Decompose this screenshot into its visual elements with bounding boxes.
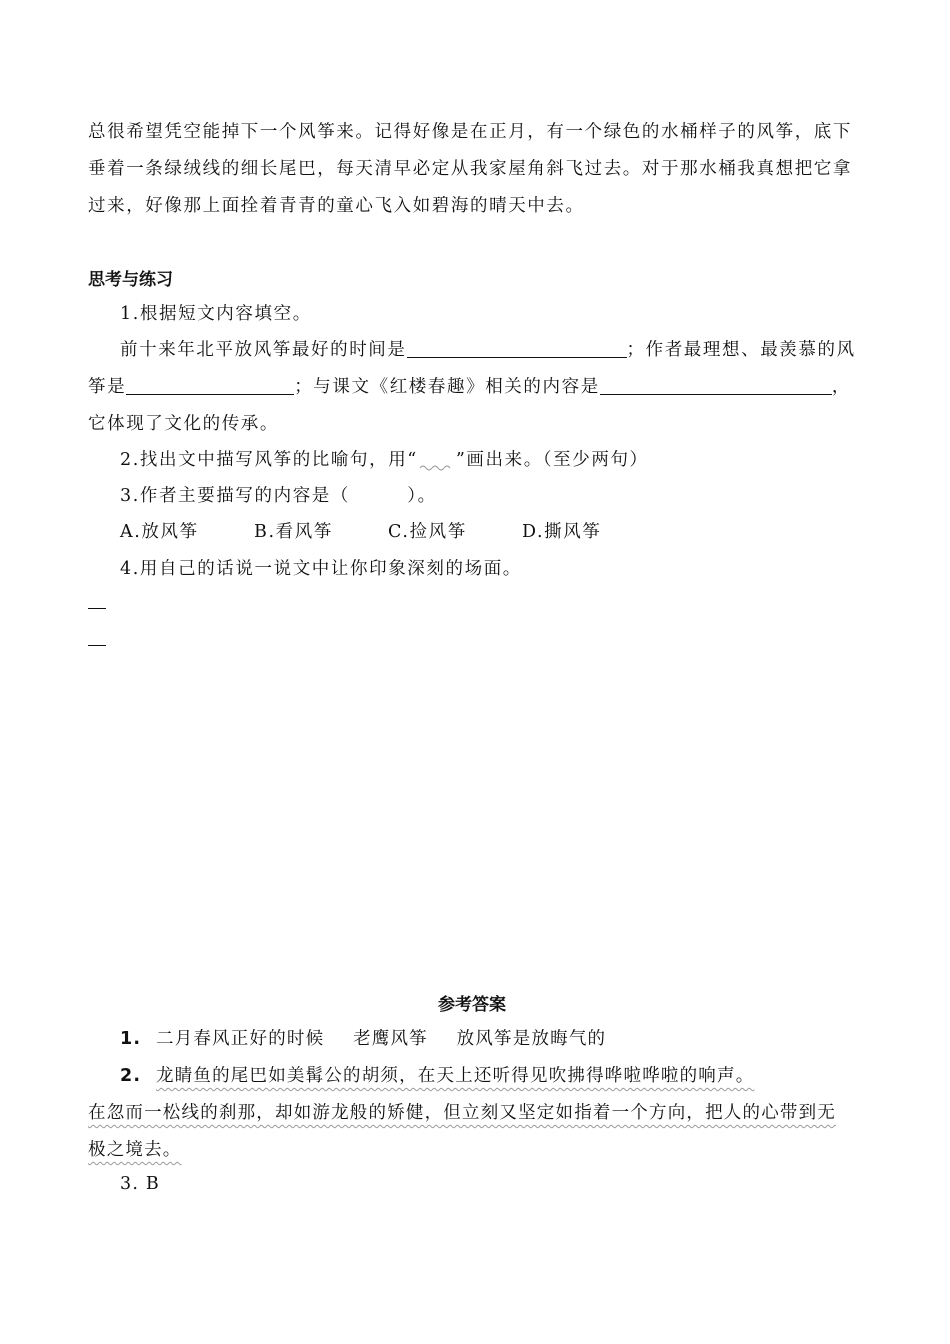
q1-blank-2[interactable] [126, 376, 294, 395]
answer-2-line-1 [120, 1062, 754, 1087]
answer-1-item-3: 放风筝是放晦气的 [456, 1029, 607, 1049]
answer-2-sentence-1: 龙睛鱼的尾巴如美髯公的胡须，在天上还听得见吹拂得哗啦哗啦的响声。 [156, 1066, 755, 1086]
q1-text-2: ；作者最理想、最羡慕的风 [626, 340, 856, 360]
question-3-option-a[interactable]: A.放风筝 [120, 522, 199, 542]
exercise-heading: 思考与练习 [88, 270, 173, 290]
question-3-label: 3.作者主要描写的内容是（ ）。 [120, 486, 437, 506]
passage-line-2: 垂着一条绿绒线的细长尾巴，每天清早必定从我家屋角斜飞过去。对于那水桶我真想把它拿 [88, 159, 852, 179]
question-1-label: 1.根据短文内容填空。 [120, 304, 312, 324]
q2-text-before: 2.找出文中描写风筝的比喻句，用“ [120, 450, 418, 470]
wavy-line-sample [418, 459, 456, 471]
answers-heading: 参考答案 [438, 995, 506, 1015]
answer-1 [120, 1025, 606, 1050]
question-3-option-b[interactable]: B.看风筝 [254, 522, 333, 542]
passage-line-1: 总很希望凭空能掉下一个风筝来。记得好像是在正月，有一个绿色的水桶样子的风筝，底下 [88, 122, 852, 142]
question-1-line-2 [88, 373, 851, 398]
answer-1-item-2: 老鹰风筝 [353, 1029, 428, 1049]
q2-text-after: ”画出来。（至少两句） [455, 450, 649, 470]
question-3-option-c[interactable]: C.捡风筝 [388, 522, 467, 542]
question-2 [120, 446, 649, 471]
q1-text-3: 筝是 [88, 377, 127, 397]
q1-text-1: 前十来年北平放风筝最好的时间是 [120, 340, 407, 360]
question-1-line-1 [120, 336, 856, 361]
answer-line-2[interactable] [88, 645, 106, 646]
question-1-line-3: 它体现了文化的传承。 [88, 414, 279, 434]
answer-1-number: 1. [120, 1029, 142, 1049]
question-3-option-d[interactable]: D.撕风筝 [522, 522, 602, 542]
passage-line-3: 过来，好像那上面拴着青青的童心飞入如碧海的晴天中去。 [88, 196, 585, 216]
answer-2-sentence-2-line-2: 极之境去。 [88, 1140, 182, 1160]
answer-1-item-1: 二月春风正好的时候 [156, 1029, 325, 1049]
answer-3: 3. B [120, 1174, 160, 1194]
q1-blank-3[interactable] [600, 376, 832, 395]
q1-text-4: ；与课文《红楼春趣》相关的内容是 [294, 377, 600, 397]
question-4-label: 4.用自己的话说一说文中让你印象深刻的场面。 [120, 559, 522, 579]
q1-text-5: ， [831, 377, 851, 397]
answer-2-number: 2. [120, 1066, 142, 1086]
answer-2-sentence-2-line-1: 在忽而一松线的刹那，却如游龙般的矫健，但立刻又坚定如指着一个方向，把人的心带到无 [88, 1103, 836, 1123]
answer-line-1[interactable] [88, 608, 106, 609]
q1-blank-1[interactable] [407, 339, 627, 358]
